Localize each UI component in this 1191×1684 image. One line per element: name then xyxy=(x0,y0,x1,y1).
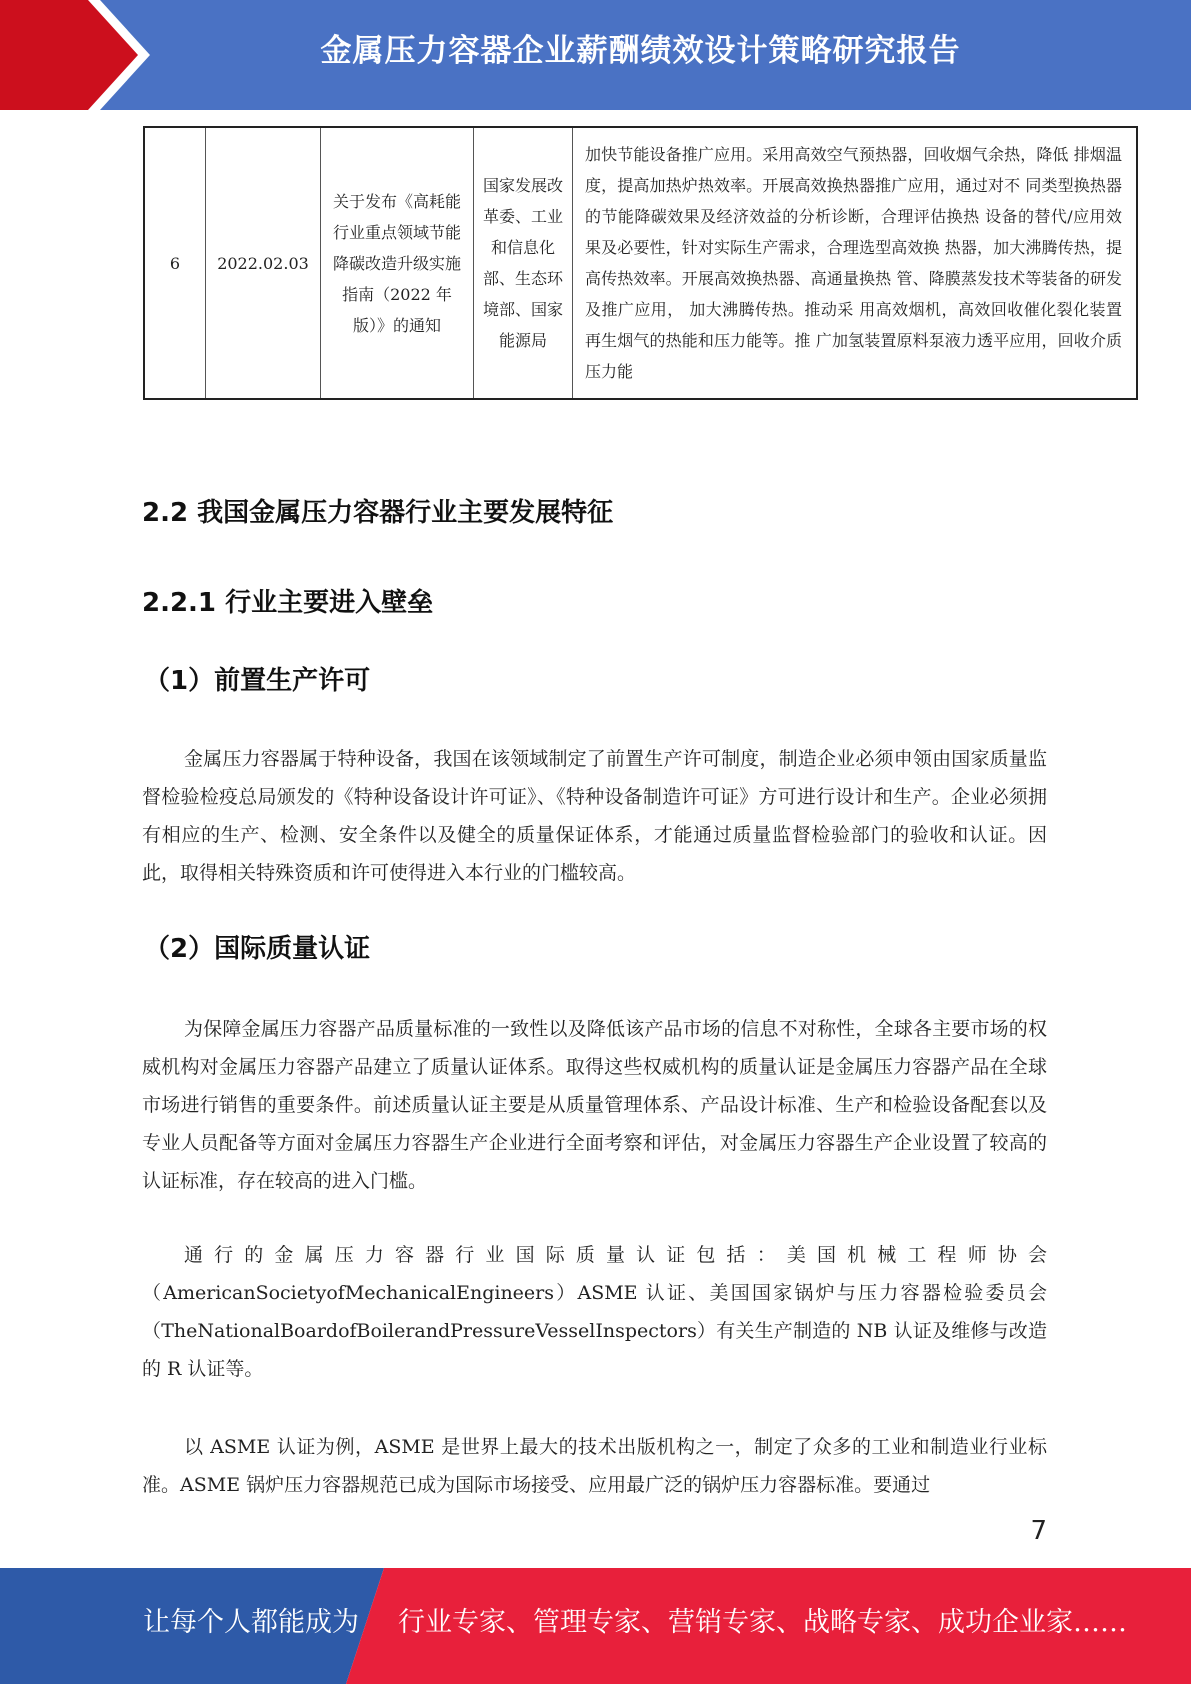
paragraph: 通行的金属压力容器行业国际质量认证包括：美国机械工程师协会（AmericanSocietyofMechanicalEngineers）ASME 认证、美国国家锅炉与压力容器检验委员会（TheNationalBoardofBoilerandPressureVesselInspectors）有关生产制造的 NB 认证及维修与改造的 R 认证等。 xyxy=(142,1244,1047,1380)
sub-heading-production-license: （1）前置生产许可 xyxy=(144,666,371,696)
section-heading: 2.2 我国金属压力容器行业主要发展特征 xyxy=(142,498,614,528)
table-row xyxy=(144,127,1137,399)
policy-table xyxy=(143,126,1138,400)
paragraph: 金属压力容器属于特种设备，我国在该领域制定了前置生产许可制度，制造企业必须申领由国家质量监督检验检疫总局颁发的《特种设备设计许可证》、《特种设备制造许可证》方可进行设计和生产。企业必须拥有相应的生产、检测、安全条件以及健全的质量保证体系，才能通过质量监督检验部门的验收和认证。因此，取得相关特殊资质和许可使得进入本行业的门槛较高。 xyxy=(142,748,1047,884)
cell-number: 6 xyxy=(144,127,206,399)
footer-slogan-left: 让每个人都能成为 xyxy=(143,1607,359,1638)
subsection-heading: 2.2.1 行业主要进入壁垒 xyxy=(142,588,434,618)
page-header xyxy=(0,0,1191,110)
paragraph: 以 ASME 认证为例，ASME 是世界上最大的技术出版机构之一，制定了众多的工业和制造业行业标准。ASME 锅炉压力容器规范已成为国际市场接受、应用最广泛的锅炉压力容器标准。要通过 xyxy=(142,1436,1047,1496)
page-footer xyxy=(0,1568,1191,1684)
cell-content: 加快节能设备推广应用。采用高效空气预热器，回收烟气余热，降低 排烟温度，提高加热炉热效率。开展高效换热器推广应用，通过对不 同类型换热器的节能降碳效果及经济效益的分析诊断，合理评估换热 设备的替代/应用效果及必要性，针对实际生产需求，合理选型高效换 热器，加大沸腾传热，提高传热效率。开展高效换热器、高通量换热 管、降膜蒸发技术等装备的研发及推广应用， 加大沸腾传热。推动采 用高效烟机，高效回收催化裂化装置再生烟气的热能和压力能等。推 广加氢装置原料泵液力透平应用，回收介质压力能 xyxy=(573,127,1138,399)
report-title: 金属压力容器企业薪酬绩效设计策略研究报告 xyxy=(320,33,961,69)
sub-heading-quality-certification: （2）国际质量认证 xyxy=(144,934,371,964)
footer-slogan-right: 行业专家、管理专家、营销专家、战略专家、成功企业家…… xyxy=(398,1607,1127,1638)
cell-date: 2022.02.03 xyxy=(206,127,321,399)
page-number: 7 xyxy=(1030,1516,1047,1546)
cell-policy-title: 关于发布《高耗能行业重点领域节能降碳改造升级实施指南（2022 年版）》的通知 xyxy=(321,127,474,399)
cell-department: 国家发展改革委、工业和信息化部、生态环境部、国家能源局 xyxy=(474,127,573,399)
paragraph: 为保障金属压力容器产品质量标准的一致性以及降低该产品市场的信息不对称性，全球各主要市场的权威机构对金属压力容器产品建立了质量认证体系。取得这些权威机构的质量认证是金属压力容器产品在全球市场进行销售的重要条件。前述质量认证主要是从质量管理体系、产品设计标准、生产和检验设备配套以及专业人员配备等方面对金属压力容器生产企业进行全面考察和评估，对金属压力容器生产企业设置了较高的认证标准，存在较高的进入门槛。 xyxy=(142,1018,1047,1192)
